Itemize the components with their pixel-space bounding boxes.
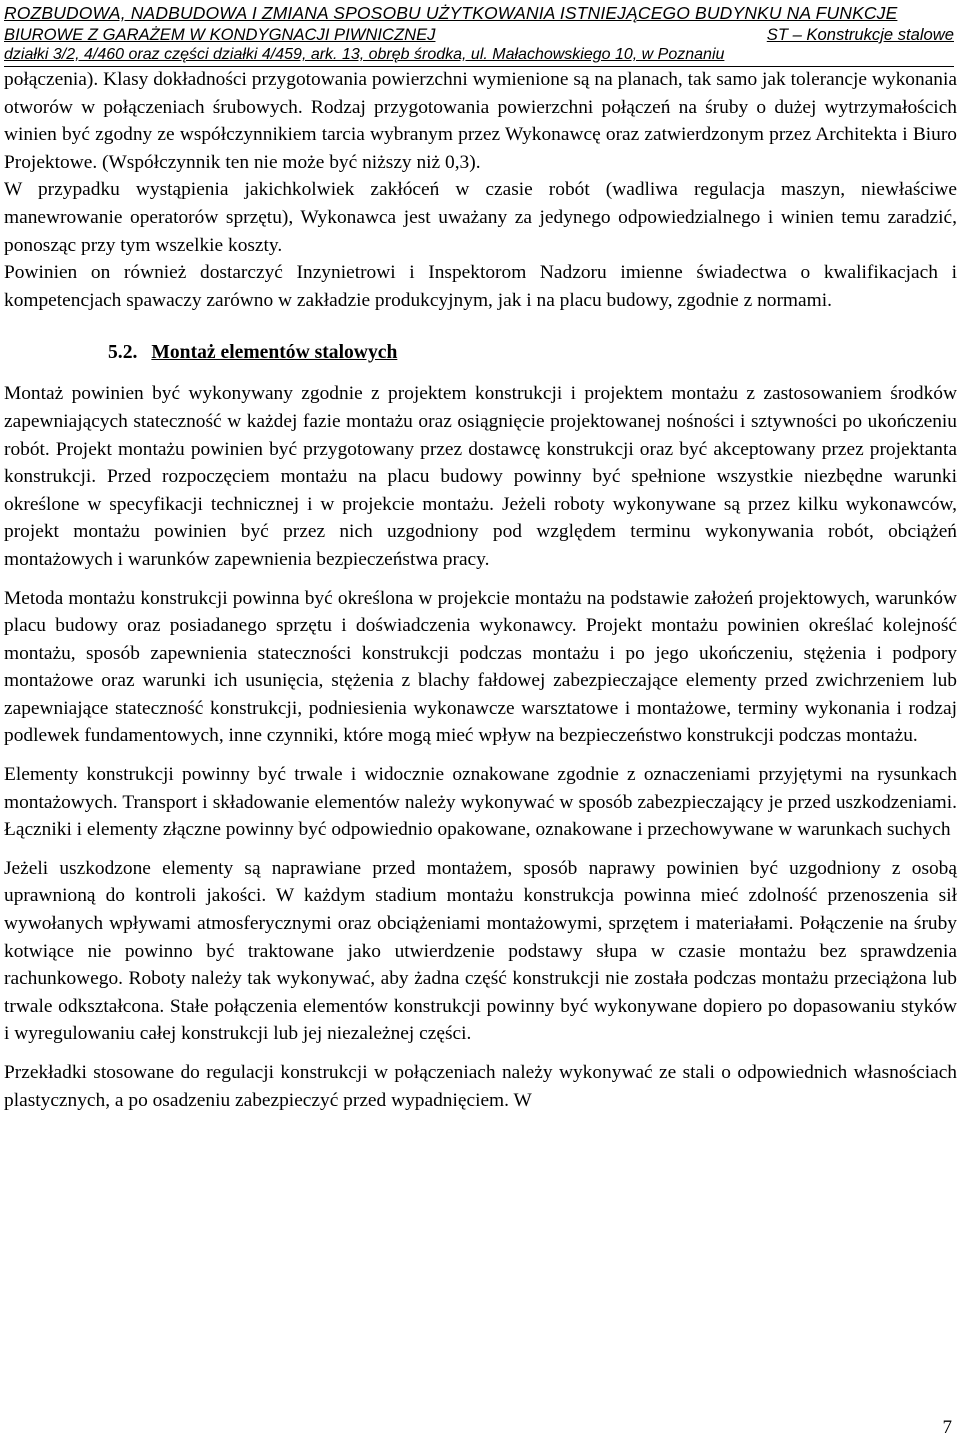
paragraph: Montaż powinien być wykonywany zgodnie z projektem konstrukcji i projektem montażu z zastosowaniem środków zapewniających stateczność w każdej fazie montażu oraz osiągnięcie projektowanej nośności i sztywności po ukończeniu robót. Projekt montażu powinien być przygotowany przez dostawcę konstrukcji oraz być akceptowany przez projektanta konstrukcji. Przed rozpoczęciem montażu na placu budowy powinny być spełnione wszystkie niezbędne warunki określone w specyfikacji technicznej i w projekcie montażu. Jeżeli roboty wykonywane są przez kilku wykonawców, projekt montażu powinien być przez nich uzgodniony pod względem terminu wykonywania robót, obciążeń montażowych i warunków zapewnienia bezpieczeństwa pracy. — [4, 383, 957, 570]
section-number: 5.2. — [108, 342, 138, 364]
header-project-title-line2: BIUROWE Z GARAŻEM W KONDYGNACJI PIWNICZNEJ — [4, 25, 436, 44]
paragraph: W przypadku wystąpienia jakichkolwiek zakłóceń w czasie robót (wadliwa regulacja maszyn, niewłaściwe manewrowanie operatorów sprzętu), Wykonawca jest uważany za jedynego odpowiedzialnego i winien temu zaradzić, ponosząc przy tym wszelkie koszty. — [4, 179, 957, 256]
paragraph: Metoda montażu konstrukcji powinna być określona w projekcie montażu na podstawie założeń projektowych, warunków placu budowy oraz posiadanego sprzętu i doświadczenia wykonawcy. Projekt montażu powinien określać kolejność montażu, sposób zapewnienia stateczności konstrukcji podczas montażu i po jego ukończeniu, stężenia i podpory montażowe oraz warunki ich usunięcia, stężenia z blachy fałdowej zabezpieczające elementy przed zwichrzeniem lub zapewniające stateczność konstrukcji, podniesienia wykonawcze warsztatowe i montażowe, terminy wykonania i rodzaj podlewek fundamentowych, inne czynniki, które mogą mieć wpływ na bezpieczeństwo konstrukcji podczas montażu. — [4, 587, 957, 747]
page-number: 7 — [942, 1417, 952, 1438]
header-line2 — [4, 24, 954, 45]
paragraph: połączenia). Klasy dokładności przygotowania powierzchni wymienione są na planach, tak samo jak tolerancje wykonania otworów w połączeniach śrubowych. Rodzaj przygotowania powierzchni połączeń na śruby o dużej wytrzymałościch winien być zgodny ze współczynnikiem tarcia wybranym przez Wykonawcę oraz zatwierdzonym przez Architekta i Biuro Projektowe. (Współczynnik ten nie może być niższy niż 0,3). — [4, 69, 957, 173]
page-header — [4, 2, 954, 67]
paragraph: Powinien on również dostarczyć Inzynietrowi i Inspektorom Nadzoru imienne świadectwa o kwalifikacjach i kompetencjach spawaczy zarówno w zakładzie produkcyjnym, jak i na placu budowy, zgodnie z normami. — [4, 262, 957, 311]
paragraph: Elementy konstrukcji powinny być trwale i widocznie oznakowane zgodnie z oznaczeniami przyjętymi na rysunkach montażowych. Transport i składowanie elementów należy wykonywać w sposób zabezpieczający je przed uszkodzeniami. Łączniki i elementy złączne powinny być odpowiednio opakowane, oznakowane i przechowywane w warunkach suchych — [4, 764, 957, 841]
paragraph: Przekładki stosowane do regulacji konstrukcji w połączeniach należy wykonywać ze stali o odpowiednich własnościach plastycznych, a po osadzeniu zabezpieczyć przed wypadnięciem. W — [4, 1062, 957, 1111]
header-project-title-line1: ROZBUDOWA, NADBUDOWA I ZMIANA SPOSOBU UŻYTKOWANIA ISTNIEJĄCEGO BUDYNKU NA FUNKCJE — [4, 3, 898, 23]
header-document-section: ST – Konstrukcje stalowe — [766, 25, 954, 44]
section-heading — [4, 339, 957, 366]
header-location: działki 3/2, 4/460 oraz części działki 4/459, ark. 13, obręb środka, ul. Małachowskiego 10, w Poznaniu — [4, 46, 725, 63]
section-title: Montaż elementów stalowych — [151, 342, 398, 364]
document-body — [4, 66, 957, 1114]
paragraph: Jeżeli uszkodzone elementy są naprawiane przed montażem, sposób naprawy powinien być uzgodniony z osobą uprawnioną do kontroli jakości. W każdym stadium montażu konstrukcja powinna mieć zdolność przenoszenia sił wywołanych wpływami atmosferycznymi oraz obciążeniami montażowymi, sprzętem i materiałami. Połączenie na śruby kotwiące nie powinno być traktowane jako utwierdzenie podstawy słupa w czasie montażu bez sprawdzenia rachunkowego. Roboty należy tak wykonywać, aby żadna część konstrukcji nie została podczas montażu przeciążona lub trwale odkształcona. Stałe połączenia elementów konstrukcji powinny być wykonywane dopiero po dopasowaniu styków i wyregulowaniu całej konstrukcji lub jej niezależnej części. — [4, 857, 957, 1045]
